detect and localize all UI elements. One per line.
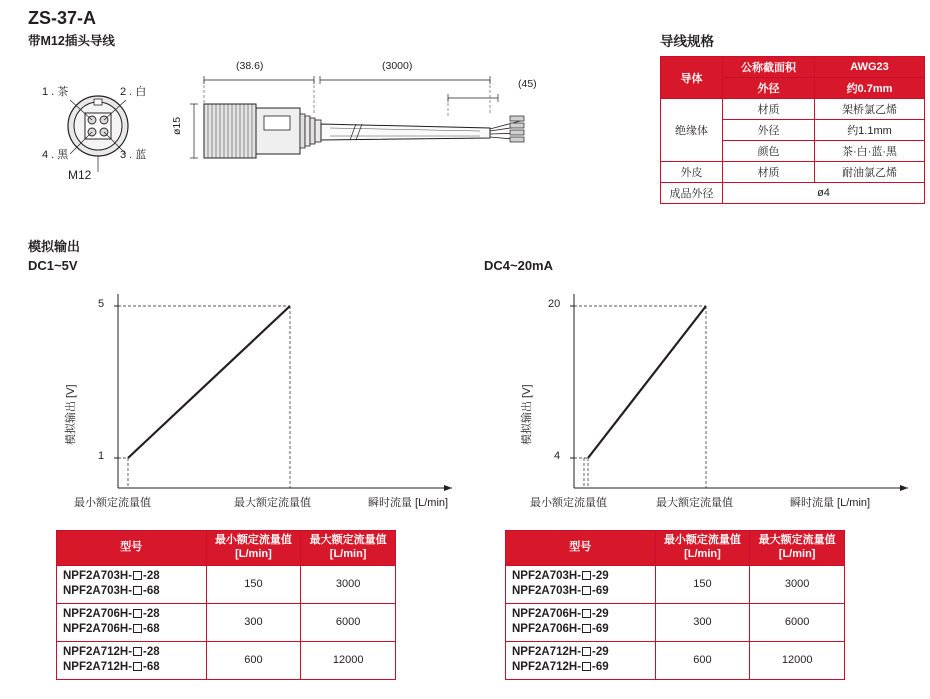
left-chart-ytick-bottom: 1 bbox=[98, 450, 105, 462]
model-suffix: -28 bbox=[143, 569, 160, 582]
model-prefix: NPF2A706H- bbox=[63, 607, 133, 620]
spec-cell-insulator-od-label: 外径 bbox=[723, 120, 815, 141]
model-suffix: -29 bbox=[592, 569, 609, 582]
left-chart-xtick-min: 最小额定流量值 bbox=[74, 497, 151, 509]
spec-cell-conductor-od-label: 外径 bbox=[723, 78, 815, 99]
model-suffix: -69 bbox=[592, 623, 609, 636]
dimension-diameter: ø15 bbox=[171, 116, 184, 136]
right-chart-ylabel: 模拟输出 [V] bbox=[521, 384, 533, 445]
cell-min-flow: 150 bbox=[655, 565, 750, 603]
col-header-min-flow-line2: [L/min] bbox=[235, 547, 272, 560]
spec-cell-insulator-material-value: 架桥氯乙烯 bbox=[815, 99, 925, 120]
left-analog-output-chart bbox=[28, 280, 458, 520]
model-suffix: -68 bbox=[143, 661, 160, 674]
col-header-min-flow-line2: [L/min] bbox=[684, 547, 721, 560]
wire-spec-title: 导线规格 bbox=[660, 34, 714, 49]
pin-label-1: 1 . 茶 bbox=[42, 86, 69, 98]
analog-output-label: 模拟输出 bbox=[28, 239, 81, 254]
model-prefix: NPF2A712H- bbox=[63, 661, 133, 674]
right-graph-range-label: DC4~20mA bbox=[484, 258, 554, 273]
spec-cell-finished-od-label: 成品外径 bbox=[661, 183, 723, 204]
col-header-max-flow-line2: [L/min] bbox=[778, 547, 816, 560]
dimension-cable-length: (3000) bbox=[382, 60, 413, 72]
table-row bbox=[661, 183, 925, 204]
cell-min-flow: 600 bbox=[655, 641, 750, 679]
table-row bbox=[57, 603, 396, 641]
model-suffix: -69 bbox=[592, 661, 609, 674]
right-chart-ytick-top: 20 bbox=[548, 298, 561, 310]
model-suffix: -68 bbox=[143, 623, 160, 636]
variant-box-icon bbox=[133, 586, 142, 595]
variant-box-icon bbox=[582, 586, 591, 595]
col-header-min-flow bbox=[206, 531, 301, 566]
model-line-2 bbox=[512, 622, 653, 638]
right-model-table bbox=[505, 530, 845, 680]
model-line-2 bbox=[63, 660, 204, 676]
connector-pinout-diagram bbox=[30, 78, 190, 198]
left-model-table-wrap bbox=[56, 530, 396, 680]
wire-spec-table bbox=[660, 56, 925, 204]
right-graph-range-label-wrap bbox=[484, 258, 553, 273]
left-chart-xlabel: 瞬时流量 [L/min] bbox=[368, 497, 449, 509]
cell-min-flow: 300 bbox=[655, 603, 750, 641]
dimension-strip-length: (45) bbox=[518, 78, 537, 90]
table-header-row bbox=[57, 531, 396, 566]
cell-model bbox=[57, 603, 207, 641]
cell-min-flow: 600 bbox=[206, 641, 301, 679]
model-suffix: -29 bbox=[592, 645, 609, 658]
spec-cell-sheath-material-value: 耐油氯乙烯 bbox=[815, 162, 925, 183]
cell-model bbox=[506, 565, 656, 603]
left-model-table bbox=[56, 530, 396, 680]
cell-max-flow: 6000 bbox=[750, 603, 845, 641]
col-header-max-flow bbox=[301, 531, 396, 566]
right-chart-xtick-max: 最大额定流量值 bbox=[656, 497, 733, 509]
right-chart-xlabel: 瞬时流量 [L/min] bbox=[790, 497, 871, 509]
pin-label-2: 2 . 白 bbox=[120, 86, 147, 98]
col-header-min-flow bbox=[655, 531, 750, 566]
col-header-min-flow-line1: 最小额定流量值 bbox=[214, 534, 292, 546]
cell-max-flow: 12000 bbox=[301, 641, 396, 679]
cell-max-flow: 3000 bbox=[301, 565, 396, 603]
spec-cell-finished-od-value: ø4 bbox=[723, 183, 925, 204]
spec-cell-conductor-od-value: 约0.7mm bbox=[815, 78, 925, 99]
variant-box-icon bbox=[582, 609, 591, 618]
col-header-model: 型号 bbox=[57, 531, 207, 566]
model-prefix: NPF2A712H- bbox=[512, 645, 582, 658]
spec-cell-insulator-color-value: 茶·白·蓝·黑 bbox=[815, 141, 925, 162]
cell-min-flow: 150 bbox=[206, 565, 301, 603]
variant-box-icon bbox=[133, 571, 142, 580]
spec-cell-sheath-material-label: 材质 bbox=[723, 162, 815, 183]
model-suffix: -28 bbox=[143, 645, 160, 658]
table-row bbox=[661, 57, 925, 78]
left-chart-ytick-top: 5 bbox=[98, 298, 105, 310]
model-prefix: NPF2A703H- bbox=[63, 569, 133, 582]
cell-model bbox=[506, 603, 656, 641]
variant-box-icon bbox=[582, 571, 591, 580]
left-graph-range-label: DC1~5V bbox=[28, 258, 78, 273]
model-prefix: NPF2A706H- bbox=[512, 623, 582, 636]
model-prefix: NPF2A703H- bbox=[63, 585, 133, 598]
cable-assembly-svg bbox=[180, 58, 630, 198]
table-row bbox=[57, 641, 396, 679]
table-row bbox=[506, 641, 845, 679]
left-chart-xtick-max: 最大额定流量值 bbox=[234, 497, 311, 509]
variant-box-icon bbox=[133, 647, 142, 656]
model-prefix: NPF2A706H- bbox=[63, 623, 133, 636]
model-line-1 bbox=[512, 569, 653, 585]
spec-cell-insulator-material-label: 材质 bbox=[723, 99, 815, 120]
model-prefix: NPF2A706H- bbox=[512, 607, 582, 620]
col-header-min-flow-line1: 最小额定流量值 bbox=[663, 534, 741, 546]
pin-label-3: 3 . 蓝 bbox=[120, 149, 147, 161]
model-suffix: -29 bbox=[592, 607, 609, 620]
page-title: ZS-37-A bbox=[28, 8, 97, 28]
col-header-max-flow-line2: [L/min] bbox=[329, 547, 367, 560]
pin-label-4: 4 . 黑 bbox=[42, 149, 69, 161]
cell-model bbox=[506, 641, 656, 679]
variant-box-icon bbox=[133, 624, 142, 633]
right-analog-output-chart bbox=[484, 280, 914, 520]
spec-cell-insulator-od-value: 约1.1mm bbox=[815, 120, 925, 141]
model-prefix: NPF2A712H- bbox=[63, 645, 133, 658]
table-header-row bbox=[506, 531, 845, 566]
spec-cell-insulator: 绝缘体 bbox=[661, 99, 723, 162]
variant-box-icon bbox=[582, 624, 591, 633]
col-header-max-flow-line1: 最大额定流量值 bbox=[309, 534, 387, 546]
table-row bbox=[506, 603, 845, 641]
model-line-1 bbox=[63, 607, 204, 623]
spec-cell-insulator-color-label: 颜色 bbox=[723, 141, 815, 162]
right-chart-ytick-bottom: 4 bbox=[554, 450, 561, 462]
page-subtitle: 带M12插头导线 bbox=[28, 34, 115, 48]
model-line-1 bbox=[63, 645, 204, 661]
model-suffix: -28 bbox=[143, 607, 160, 620]
model-line-2 bbox=[512, 660, 653, 676]
cell-model bbox=[57, 565, 207, 603]
col-header-model: 型号 bbox=[506, 531, 656, 566]
spec-cell-sheath: 外皮 bbox=[661, 162, 723, 183]
cell-max-flow: 12000 bbox=[750, 641, 845, 679]
model-line-2 bbox=[63, 584, 204, 600]
spec-cell-nominal-area-label: 公称截面积 bbox=[723, 57, 815, 78]
variant-box-icon bbox=[133, 609, 142, 618]
connector-type-label: M12 bbox=[68, 168, 92, 182]
cell-min-flow: 300 bbox=[206, 603, 301, 641]
table-row bbox=[506, 565, 845, 603]
model-prefix: NPF2A703H- bbox=[512, 569, 582, 582]
model-line-1 bbox=[512, 645, 653, 661]
table-row bbox=[57, 565, 396, 603]
model-prefix: NPF2A712H- bbox=[512, 661, 582, 674]
model-line-1 bbox=[63, 569, 204, 585]
variant-box-icon bbox=[582, 662, 591, 671]
model-line-2 bbox=[512, 584, 653, 600]
page-header bbox=[28, 8, 115, 49]
right-model-table-wrap bbox=[505, 530, 845, 680]
model-prefix: NPF2A703H- bbox=[512, 585, 582, 598]
spec-cell-nominal-area-value: AWG23 bbox=[815, 57, 925, 78]
model-suffix: -68 bbox=[143, 585, 160, 598]
dimension-plug-length: (38.6) bbox=[236, 60, 264, 72]
cell-max-flow: 3000 bbox=[750, 565, 845, 603]
table-row bbox=[661, 162, 925, 183]
variant-box-icon bbox=[133, 662, 142, 671]
table-row bbox=[661, 99, 925, 120]
cell-model bbox=[57, 641, 207, 679]
model-line-2 bbox=[63, 622, 204, 638]
spec-cell-conductor: 导体 bbox=[661, 57, 723, 99]
left-chart-svg bbox=[28, 280, 458, 520]
analog-output-title bbox=[28, 236, 80, 273]
left-chart-ylabel: 模拟输出 [V] bbox=[65, 384, 77, 445]
model-suffix: -69 bbox=[592, 585, 609, 598]
model-line-1 bbox=[512, 607, 653, 623]
right-chart-xtick-min: 最小额定流量值 bbox=[530, 497, 607, 509]
cable-assembly-drawing bbox=[171, 58, 630, 198]
col-header-max-flow-line1: 最大额定流量值 bbox=[758, 534, 836, 546]
variant-box-icon bbox=[582, 647, 591, 656]
col-header-max-flow bbox=[750, 531, 845, 566]
cell-max-flow: 6000 bbox=[301, 603, 396, 641]
wire-spec-section bbox=[660, 30, 925, 204]
right-chart-svg bbox=[484, 280, 914, 520]
